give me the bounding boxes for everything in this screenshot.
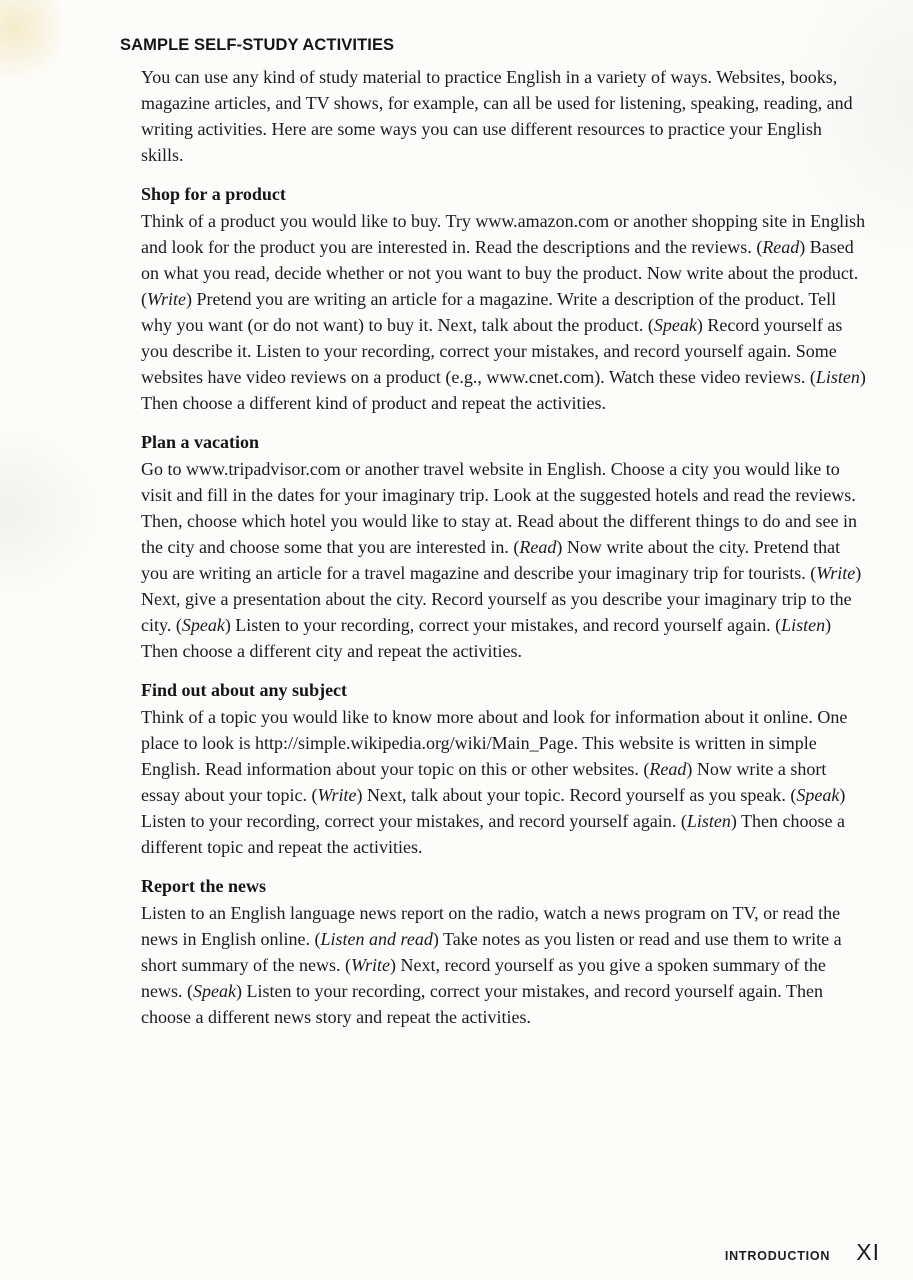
footer-page-number: XI xyxy=(856,1239,880,1265)
section-body: Go to www.tripadvisor.com or another travel website in English. Choose a city you would like to visit and fill in the dates for your imaginary trip. Look at the suggested hotels and read the reviews. Then, choose which hotel you would like to stay at. Read about the different things to do and see in the city and choose some that you are interested in. (Read) Now write about the city. Pretend that you are writing an article for a travel magazine and describe your imaginary trip for tourists. (Write) Next, give a presentation about the city. Record yourself as you describe your imaginary trip to the city. (Speak) Listen to your recording, correct your mistakes, and record yourself again. (Listen) Then choose a different city and repeat the activities. xyxy=(141,459,862,661)
section-title: Plan a vacation xyxy=(141,432,260,452)
section-plan-a-vacation xyxy=(141,432,868,664)
section-body: Think of a product you would like to buy. Try www.amazon.com or another shopping site in English and look for the product you are interested in. Read the descriptions and the reviews. (Read) Based on what you read, decide whether or not you want to buy the product. Now write about the product. (Write) Pretend you are writing an article for a magazine. Write a description of the product. Tell why you want (or do not want) to buy it. Next, talk about the product. (Speak) Record yourself as you describe it. Listen to your recording, correct your mistakes, and record yourself again. Some websites have video reviews on a product (e.g., www.cnet.com). Watch these video reviews. (Listen) Then choose a different kind of product and repeat the activities. xyxy=(141,211,866,413)
page-title: SAMPLE SELF-STUDY ACTIVITIES xyxy=(120,36,395,54)
section-report-the-news xyxy=(141,876,868,1030)
section-shop-for-a-product xyxy=(141,184,868,416)
section-find-out-about-any-subject xyxy=(141,680,868,860)
text-block xyxy=(141,64,868,1030)
section-title: Shop for a product xyxy=(141,184,286,204)
section-title: Report the news xyxy=(141,876,266,896)
page-content xyxy=(120,36,868,1030)
intro-paragraph: You can use any kind of study material to practice English in a variety of ways. Websites, books, magazine articles, and TV shows, for example, can all be used for listening, speaking, reading, and writing activities. Here are some ways you can use different resources to practice your English skills. xyxy=(141,67,853,165)
section-body: Think of a topic you would like to know more about and look for information about it online. One place to look is http://simple.wikipedia.org/wiki/Main_Page. This website is written in simple English. Read information about your topic on this or other websites. (Read) Now write a short essay about your topic. (Write) Next, talk about your topic. Record yourself as you speak. (Speak) Listen to your recording, correct your mistakes, and record yourself again. (Listen) Then choose a different topic and repeat the activities. xyxy=(141,707,848,857)
section-title: Find out about any subject xyxy=(141,680,348,700)
section-body: Listen to an English language news report on the radio, watch a news program on TV, or read the news in English online. (Listen and read) Take notes as you listen or read and use them to write a short summary of the news. (Write) Next, record yourself as you give a spoken summary of the news. (Speak) Listen to your recording, correct your mistakes, and record yourself again. Then choose a different news story and repeat the activities. xyxy=(141,903,842,1027)
footer-section-label: INTRODUCTION xyxy=(724,1249,831,1263)
page-footer xyxy=(725,1239,880,1266)
